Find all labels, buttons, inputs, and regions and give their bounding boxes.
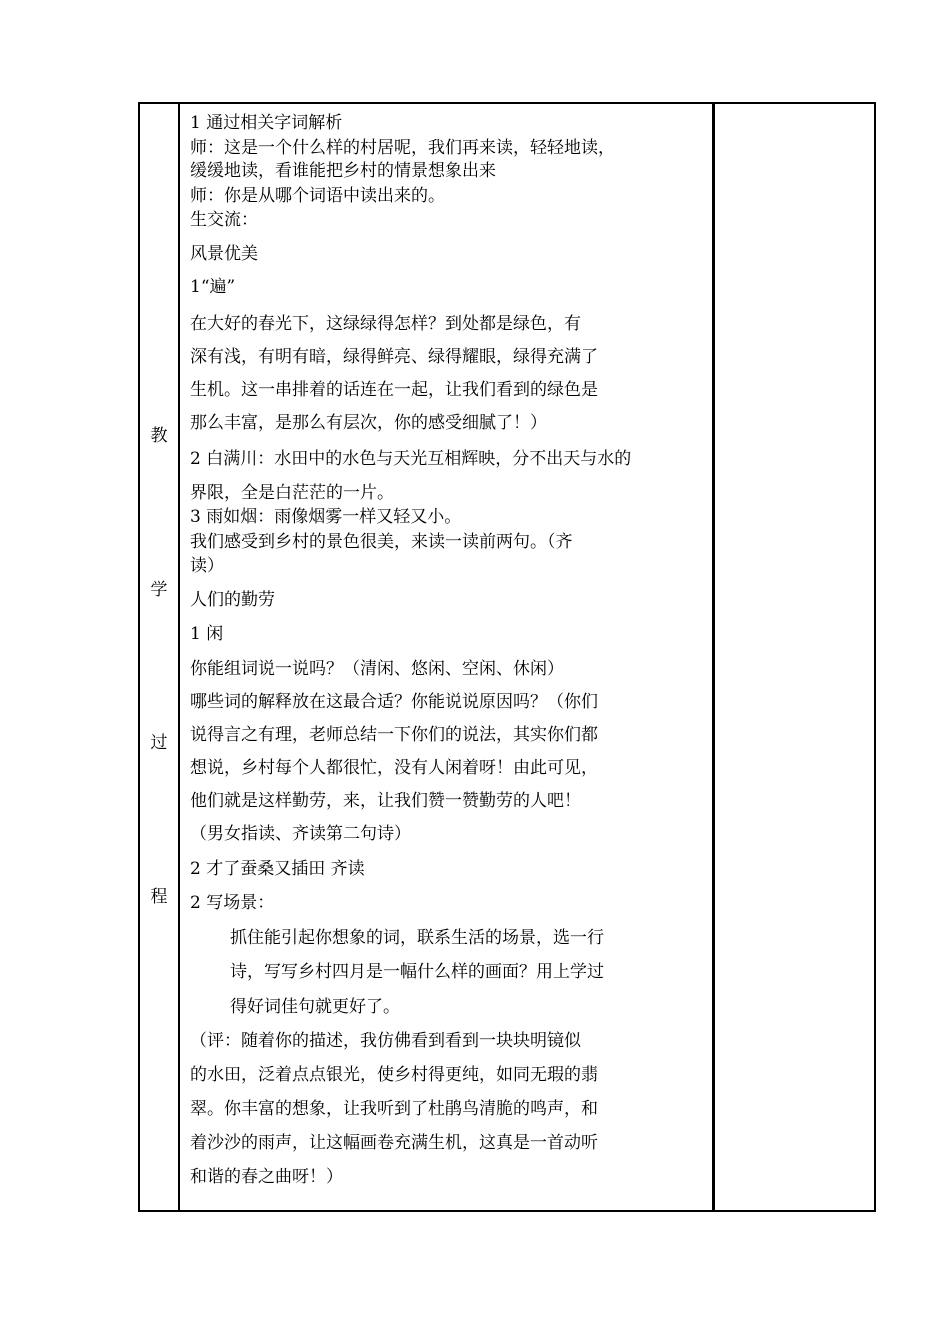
text-line: 得好词佳句就更好了。: [230, 997, 400, 1017]
side-label-cheng: 程: [150, 887, 168, 907]
text-line: （评：随着你的描述，我仿佛看到看到一块块明镜似: [190, 1031, 581, 1051]
text-line: 2 白满川：水田中的水色与天光互相辉映，分不出天与水的: [190, 449, 632, 469]
text-line: 1“遍”: [190, 277, 236, 297]
text-line: （男女指读、齐读第二句诗）: [190, 824, 411, 844]
side-label-jiao: 教: [150, 426, 168, 446]
text-line: 2 写场景：: [190, 893, 275, 913]
text-line: 生机。这一串排着的话连在一起，让我们看到的绿色是: [190, 380, 598, 400]
column-divider-left: [178, 104, 180, 1210]
text-line: 1 通过相关字词解析: [190, 113, 343, 133]
text-line: 着沙沙的雨声，让这幅画卷充满生机，这真是一首动听: [190, 1133, 598, 1153]
text-line: 2 才了蚕桑又插田 齐读: [190, 859, 365, 879]
lesson-table: [138, 102, 876, 1212]
text-line: 的水田，泛着点点银光，使乡村得更纯，如同无瑕的翡: [190, 1065, 598, 1085]
text-line: 师：你是从哪个词语中读出来的。: [190, 186, 445, 206]
text-line: 想说，乡村每个人都很忙，没有人闲着呀！由此可见，: [190, 758, 598, 778]
column-divider-right: [712, 104, 715, 1210]
text-line: 1 闲: [190, 624, 224, 644]
text-line: 他们就是这样勤劳，来，让我们赞一赞勤劳的人吧！: [190, 791, 581, 811]
text-line: 你能组词说一说吗？（清闲、悠闲、空闲、休闲）: [190, 659, 564, 679]
text-line: 诗，写写乡村四月是一幅什么样的画面？用上学过: [230, 962, 604, 982]
text-line: 师：这是一个什么样的村居呢，我们再来读，轻轻地读，: [190, 138, 615, 158]
text-line: 抓住能引起你想象的词，联系生活的场景，选一行: [230, 928, 604, 948]
text-line: 生交流：: [190, 210, 258, 230]
side-label-xue: 学: [150, 580, 168, 600]
text-line: 缓缓地读，看谁能把乡村的情景想象出来: [190, 161, 496, 181]
side-label-guo: 过: [150, 733, 168, 753]
text-line: 读）: [190, 556, 224, 576]
text-line: 哪些词的解释放在这最合适？你能说说原因吗？（你们: [190, 692, 598, 712]
text-line: 说得言之有理，老师总结一下你们的说法，其实你们都: [190, 725, 598, 745]
text-line: 和谐的春之曲呀！）: [190, 1167, 343, 1187]
text-line: 风景优美: [190, 244, 258, 264]
text-line: 在大好的春光下，这绿绿得怎样？到处都是绿色，有: [190, 314, 581, 334]
text-line: 人们的勤劳: [190, 590, 275, 610]
text-line: 翠。你丰富的想象，让我听到了杜鹃鸟清脆的鸣声，和: [190, 1099, 598, 1119]
text-line: 深有浅，有明有暗，绿得鲜亮、绿得耀眼，绿得充满了: [190, 347, 598, 367]
text-line: 界限，全是白茫茫的一片。: [190, 483, 394, 503]
text-line: 那么丰富，是那么有层次，你的感受细腻了！）: [190, 413, 547, 433]
text-line: 我们感受到乡村的景色很美，来读一读前两句。（齐: [190, 532, 573, 552]
text-line: 3 雨如烟：雨像烟雾一样又轻又小。: [190, 507, 462, 527]
